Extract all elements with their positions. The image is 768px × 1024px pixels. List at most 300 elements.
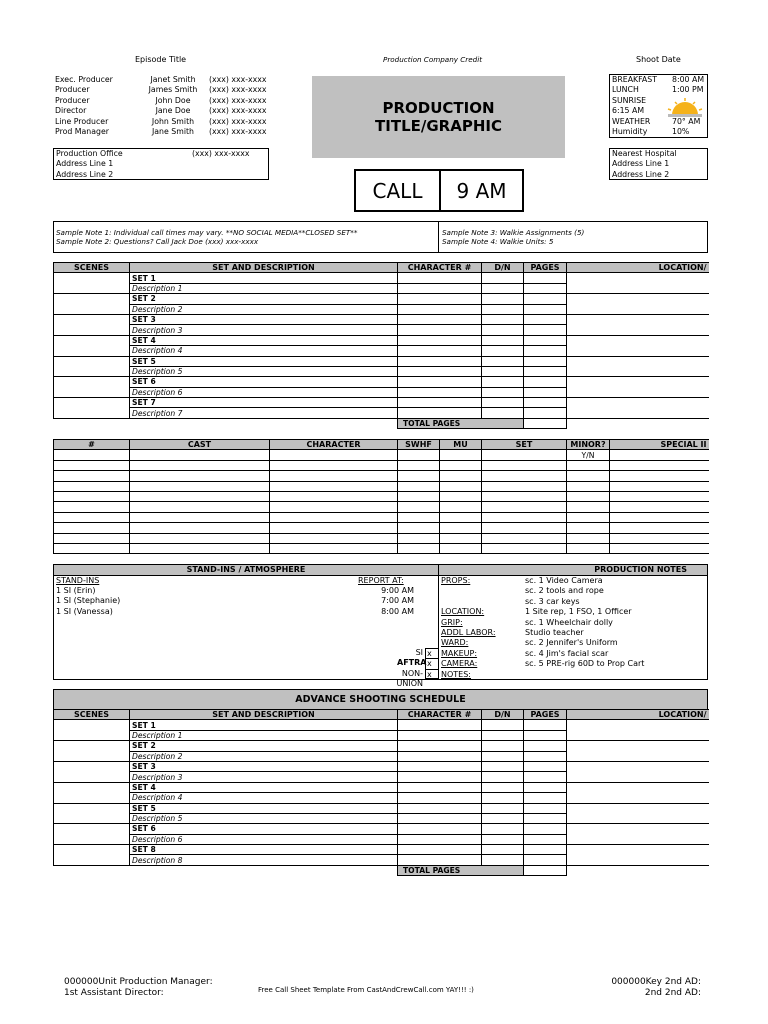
humidity-value: 10% <box>672 126 690 136</box>
blank-cell <box>54 865 398 875</box>
blank-cell <box>567 418 709 428</box>
table-row <box>54 533 709 543</box>
location-cell <box>567 845 709 866</box>
dn-cell <box>482 813 524 823</box>
scene-cell <box>54 741 130 762</box>
cast-cell <box>440 460 482 470</box>
standin-time: 8:00 AM <box>381 606 414 616</box>
cast-cell <box>130 450 270 460</box>
upm-label: 000000Unit Production Manager: <box>64 977 213 987</box>
set-name: SET 2 <box>130 294 398 304</box>
set-description: Description 2 <box>130 751 398 761</box>
pages-cell <box>524 751 567 761</box>
cast-cell <box>54 533 130 543</box>
note-value: sc. 2 Jennifer's Uniform <box>525 638 618 648</box>
cast-table <box>53 439 709 554</box>
set-description: Description 4 <box>130 793 398 803</box>
dn-cell <box>482 304 524 314</box>
cast-cell <box>54 450 130 460</box>
character-cell <box>398 793 482 803</box>
table-row <box>54 335 709 345</box>
note-value: sc. 1 Video Camera <box>525 576 603 585</box>
set-description: Description 1 <box>130 730 398 740</box>
set-name: SET 8 <box>130 845 398 855</box>
si-label: SI <box>415 648 423 657</box>
crew-list <box>55 75 279 137</box>
pages-cell <box>524 335 567 345</box>
cast-cell <box>398 491 440 501</box>
scene-cell <box>54 761 130 782</box>
cast-cell <box>398 481 440 491</box>
column-header: SET AND DESCRIPTION <box>130 263 398 273</box>
cast-cell <box>270 481 398 491</box>
pages-cell <box>524 273 567 283</box>
cast-cell <box>130 523 270 533</box>
cast-cell <box>610 523 709 533</box>
pages-cell <box>524 772 567 782</box>
column-header: SCENES <box>54 710 130 720</box>
note-label: MAKEUP: <box>441 648 478 658</box>
set-name: SET 4 <box>130 335 398 345</box>
dn-cell <box>482 408 524 418</box>
column-header: # <box>54 440 130 450</box>
standin-name: 1 SI (Vanessa) <box>56 606 113 616</box>
scene-cell <box>54 356 130 377</box>
column-header: D/N <box>482 710 524 720</box>
cast-cell <box>54 512 130 522</box>
pages-cell <box>524 314 567 324</box>
cast-cell <box>567 460 610 470</box>
call-time: 9 AM <box>456 178 507 203</box>
dn-cell <box>482 824 524 834</box>
standin-name: 1 SI (Stephanie) <box>56 596 121 606</box>
standins-title: STAND-INS / ATMOSPHERE <box>54 565 439 576</box>
pages-cell <box>524 782 567 792</box>
cast-cell <box>610 471 709 481</box>
company-credit: Production Company Credit <box>383 55 483 64</box>
note-label: WARD: <box>441 638 469 648</box>
dn-cell <box>482 335 524 345</box>
table-row <box>54 356 709 366</box>
cast-cell <box>482 502 567 512</box>
character-cell <box>398 782 482 792</box>
note-value: sc. 1 Wheelchair dolly <box>525 617 613 627</box>
pages-cell <box>524 803 567 813</box>
cast-cell <box>270 512 398 522</box>
crew-role: Prod Manager <box>55 126 109 136</box>
pages-cell <box>524 824 567 834</box>
pages-cell <box>524 346 567 356</box>
character-cell <box>398 408 482 418</box>
nonunion-value: x <box>425 669 439 679</box>
location-cell <box>567 356 709 377</box>
breakfast-time: 8:00 AM <box>672 75 705 84</box>
note-value: 1 Site rep, 1 FSO, 1 Officer <box>525 607 632 617</box>
table-row <box>54 314 709 324</box>
pages-cell <box>524 408 567 418</box>
cast-cell <box>610 481 709 491</box>
dn-cell <box>482 845 524 855</box>
call-time-box <box>354 169 524 212</box>
character-cell <box>398 824 482 834</box>
column-header: SPECIAL II <box>610 440 709 450</box>
character-cell <box>398 741 482 751</box>
cast-cell <box>440 450 482 460</box>
note-4: Sample Note 4: Walkie Units: 5 <box>442 237 554 246</box>
location-cell <box>567 314 709 335</box>
set-name: SET 6 <box>130 377 398 387</box>
cast-cell <box>610 543 709 553</box>
column-header: MU <box>440 440 482 450</box>
note-3: Sample Note 3: Walkie Assignments (5) <box>442 228 585 237</box>
cast-cell <box>482 543 567 553</box>
character-cell <box>398 314 482 324</box>
set-name: SET 3 <box>130 761 398 771</box>
cast-cell <box>130 543 270 553</box>
cast-cell <box>398 543 440 553</box>
note-value: sc. 3 car keys <box>525 596 580 606</box>
dn-cell <box>482 834 524 844</box>
cast-cell <box>398 533 440 543</box>
set-name: SET 5 <box>130 356 398 366</box>
table-row <box>54 460 709 470</box>
dn-cell <box>482 772 524 782</box>
cast-cell <box>54 471 130 481</box>
cast-cell <box>567 523 610 533</box>
scene-cell <box>54 294 130 315</box>
table-row <box>54 273 709 283</box>
dn-cell <box>482 761 524 771</box>
office-phone: (xxx) xxx-xxxx <box>192 149 250 158</box>
crew-phone: (xxx) xxx-xxxx <box>209 95 267 105</box>
crew-name: James Smith <box>148 85 198 95</box>
aftra-value: x <box>425 658 439 668</box>
standin-time: 7:00 AM <box>381 596 414 606</box>
crew-phone: (xxx) xxx-xxxx <box>209 106 267 116</box>
set-description: Description 5 <box>130 813 398 823</box>
si-value: x <box>425 648 439 658</box>
set-description: Description 8 <box>130 855 398 865</box>
table-row <box>54 450 709 460</box>
cast-cell <box>440 471 482 481</box>
total-row <box>54 865 709 875</box>
scene-cell <box>54 782 130 803</box>
set-name: SET 4 <box>130 782 398 792</box>
note-1: Sample Note 1: Individual call times may vary. **NO SOCIAL MEDIA**CLOSED SET** <box>56 228 358 237</box>
cast-cell <box>270 523 398 533</box>
note-value: Studio teacher <box>525 628 584 637</box>
scene-cell <box>54 720 130 741</box>
column-header: CHARACTER # <box>398 710 482 720</box>
cast-cell <box>130 481 270 491</box>
office-address-2: Address Line 2 <box>56 169 114 179</box>
note-label: LOCATION: <box>441 607 485 617</box>
crew-name: Jane Doe <box>155 106 191 116</box>
table-row <box>54 782 709 792</box>
cast-cell <box>440 481 482 491</box>
set-description: Description 7 <box>130 408 398 418</box>
crew-role: Line Producer <box>55 116 109 126</box>
dn-cell <box>482 793 524 803</box>
call-label: CALL <box>356 171 441 210</box>
cast-cell <box>440 543 482 553</box>
set-description: Description 5 <box>130 366 398 376</box>
character-cell <box>398 834 482 844</box>
crew-name: John Smith <box>151 116 195 126</box>
cast-cell <box>610 533 709 543</box>
dn-cell <box>482 356 524 366</box>
crew-row <box>55 75 279 85</box>
pages-cell <box>524 356 567 366</box>
note-label: NOTES: <box>441 669 471 679</box>
cast-cell <box>130 491 270 501</box>
cast-cell <box>482 481 567 491</box>
note-label: GRIP: <box>441 617 463 627</box>
footer-credit: Free Call Sheet Template From CastAndCrewCall.com YAY!!! :) <box>258 986 474 994</box>
crew-row <box>55 117 279 127</box>
column-header: MINOR? <box>567 440 610 450</box>
cast-cell <box>610 450 709 460</box>
production-office-box <box>53 148 269 180</box>
title-line-1: PRODUCTION <box>382 99 495 117</box>
lunch-time: 1:00 PM <box>672 85 704 95</box>
cast-cell <box>567 502 610 512</box>
cast-cell <box>54 481 130 491</box>
standin-name: 1 SI (Erin) <box>56 586 96 595</box>
dn-cell <box>482 720 524 730</box>
pages-cell <box>524 855 567 865</box>
dn-cell <box>482 398 524 408</box>
character-cell <box>398 366 482 376</box>
column-header: SCENES <box>54 263 130 273</box>
cast-cell <box>610 460 709 470</box>
dn-cell <box>482 751 524 761</box>
set-description: Description 3 <box>130 325 398 335</box>
pages-cell <box>524 398 567 408</box>
pages-cell <box>524 793 567 803</box>
table-row <box>54 471 709 481</box>
set-name: SET 7 <box>130 398 398 408</box>
weather-value: 70° AM <box>672 116 701 126</box>
cast-cell <box>482 533 567 543</box>
pages-cell <box>524 845 567 855</box>
set-description: Description 3 <box>130 772 398 782</box>
column-header: D/N <box>482 263 524 273</box>
set-name: SET 6 <box>130 824 398 834</box>
cast-cell <box>270 491 398 501</box>
standin-time: 9:00 AM <box>381 586 414 595</box>
cast-cell <box>482 512 567 522</box>
location-cell <box>567 720 709 741</box>
location-cell <box>567 782 709 803</box>
cast-cell <box>567 543 610 553</box>
shoot-date: Shoot Date <box>636 55 681 64</box>
cast-cell <box>567 533 610 543</box>
pages-cell <box>524 283 567 293</box>
character-cell <box>398 813 482 823</box>
header-row <box>54 440 709 450</box>
note-2: Sample Note 2: Questions? Call Jack Doe (xxx) xxx-xxxx <box>56 237 259 246</box>
cast-cell <box>440 512 482 522</box>
union-status-block <box>396 648 439 689</box>
dn-cell <box>482 387 524 397</box>
cast-cell <box>398 450 440 460</box>
character-cell <box>398 751 482 761</box>
humidity-label: Humidity <box>612 126 648 136</box>
set-description: Description 6 <box>130 387 398 397</box>
cast-cell <box>482 471 567 481</box>
character-cell <box>398 761 482 771</box>
character-cell <box>398 294 482 304</box>
scene-cell <box>54 273 130 294</box>
table-row <box>54 481 709 491</box>
scene-cell <box>54 824 130 845</box>
set-name: SET 1 <box>130 720 398 730</box>
column-header: LOCATION/ <box>567 710 709 720</box>
dn-cell <box>482 855 524 865</box>
table-row <box>54 523 709 533</box>
standins-notes-box <box>53 564 708 689</box>
sunrise-time: 6:15 AM <box>612 106 645 116</box>
location-cell <box>567 803 709 824</box>
column-header: PAGES <box>524 263 567 273</box>
notes-box <box>53 221 708 253</box>
minor-yn-label: Y/N <box>567 450 610 460</box>
crew-phone: (xxx) xxx-xxxx <box>209 75 267 84</box>
dn-cell <box>482 314 524 324</box>
episode-title: Episode Title <box>135 55 187 64</box>
column-header: PAGES <box>524 710 567 720</box>
character-cell <box>398 720 482 730</box>
crew-phone: (xxx) xxx-xxxx <box>209 85 267 95</box>
office-label: Production Office <box>56 149 123 158</box>
table-row <box>54 377 709 387</box>
character-cell <box>398 387 482 397</box>
crew-name: Janet Smith <box>150 75 196 84</box>
column-header: CAST <box>130 440 270 450</box>
sun-icon <box>666 97 704 117</box>
dn-cell <box>482 377 524 387</box>
scene-cell <box>54 314 130 335</box>
table-row <box>54 398 709 408</box>
first-ad-label: 1st Assistant Director: <box>64 988 164 998</box>
location-cell <box>567 398 709 419</box>
character-cell <box>398 803 482 813</box>
character-cell <box>398 377 482 387</box>
table-row <box>54 502 709 512</box>
character-cell <box>398 730 482 740</box>
table-row <box>54 491 709 501</box>
pages-cell <box>524 834 567 844</box>
pages-cell <box>524 720 567 730</box>
advance-table <box>53 709 709 876</box>
lunch-label: LUNCH <box>612 85 639 95</box>
cast-cell <box>54 460 130 470</box>
dn-cell <box>482 273 524 283</box>
column-header: CHARACTER # <box>398 263 482 273</box>
sunrise-label: SUNRISE <box>612 95 647 105</box>
breakfast-label: BREAKFAST <box>612 75 657 84</box>
scene-cell <box>54 377 130 398</box>
column-header: LOCATION/ <box>567 263 709 273</box>
hospital-address-1: Address Line 1 <box>612 159 670 169</box>
hospital-label: Nearest Hospital <box>612 149 677 158</box>
cast-cell <box>270 450 398 460</box>
table-row <box>54 543 709 553</box>
blank-cell <box>567 865 709 875</box>
pages-cell <box>524 813 567 823</box>
cast-cell <box>610 502 709 512</box>
location-cell <box>567 377 709 398</box>
note-value: sc. 4 Jim's facial scar <box>525 648 609 658</box>
header-row <box>54 263 709 273</box>
crew-role: Director <box>55 106 87 116</box>
cast-cell <box>440 523 482 533</box>
set-name: SET 1 <box>130 273 398 283</box>
column-header: SET AND DESCRIPTION <box>130 710 398 720</box>
set-name: SET 3 <box>130 314 398 324</box>
cast-cell <box>398 523 440 533</box>
nonunion-label: NON-UNION <box>396 668 423 689</box>
cast-cell <box>270 533 398 543</box>
crew-row <box>55 127 279 137</box>
table-row <box>54 824 709 834</box>
office-address-1: Address Line 1 <box>56 159 114 169</box>
standins-col-label: STAND-INS <box>56 576 100 585</box>
crew-role: Producer <box>55 85 90 95</box>
pages-cell <box>524 294 567 304</box>
table-row <box>54 512 709 522</box>
table-row <box>54 720 709 730</box>
scene-cell <box>54 803 130 824</box>
crew-row <box>55 96 279 106</box>
dn-cell <box>482 730 524 740</box>
report-at-label: REPORT AT: <box>358 576 404 585</box>
note-label: PROPS: <box>441 576 471 585</box>
column-header: SWHF <box>398 440 440 450</box>
cast-cell <box>270 471 398 481</box>
pages-cell <box>524 377 567 387</box>
location-cell <box>567 335 709 356</box>
column-header: CHARACTER <box>270 440 398 450</box>
location-cell <box>567 824 709 845</box>
cast-cell <box>482 450 567 460</box>
cast-cell <box>567 512 610 522</box>
note-value: sc. 5 PRE-rig 60D to Prop Cart <box>525 659 645 669</box>
production-notes-title: PRODUCTION NOTES <box>439 565 707 576</box>
dn-cell <box>482 803 524 813</box>
footer-left <box>64 977 213 999</box>
character-cell <box>398 855 482 865</box>
cast-cell <box>440 491 482 501</box>
dn-cell <box>482 283 524 293</box>
cast-cell <box>130 471 270 481</box>
location-cell <box>567 761 709 782</box>
title-graphic <box>312 76 565 158</box>
total-row <box>54 418 709 428</box>
cast-cell <box>610 491 709 501</box>
cast-cell <box>54 523 130 533</box>
cast-cell <box>610 512 709 522</box>
scene-cell <box>54 398 130 419</box>
cast-cell <box>54 543 130 553</box>
dn-cell <box>482 366 524 376</box>
title-line-2: TITLE/GRAPHIC <box>375 117 502 135</box>
cast-cell <box>398 512 440 522</box>
table-row <box>54 803 709 813</box>
cast-cell <box>482 523 567 533</box>
crew-phone: (xxx) xxx-xxxx <box>209 116 267 126</box>
